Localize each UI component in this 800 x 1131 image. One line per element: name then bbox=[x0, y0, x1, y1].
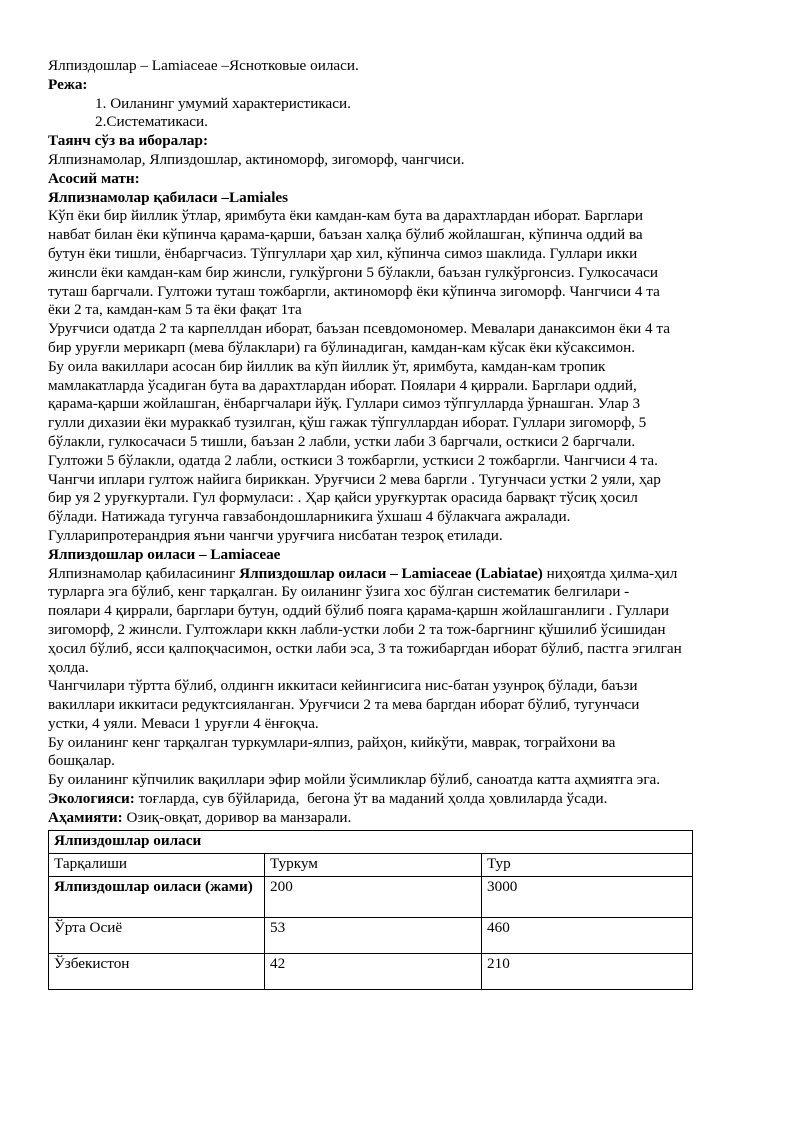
family-paragraph-3 bbox=[48, 734, 748, 772]
text-line: зигоморф, 2 жинсли. Гултожлари кккн лабли-устки лоби 2 та тож-баргнинг қўшилиб ўсишидан bbox=[48, 620, 666, 638]
document-title: Ялпиздошлар – Lamiaceae –Яснотковые оиласи. bbox=[48, 57, 359, 74]
table-cell-species: 3000 bbox=[482, 876, 693, 917]
keywords-label: Таянч сўз ва иборалар: bbox=[48, 132, 209, 150]
text-line: Бу оиланинг кенг тарқалган туркумлари-ялпиз, райҳон, кийкўти, маврак, тограйхони ва bbox=[48, 733, 616, 751]
table-cell-genera: 42 bbox=[265, 953, 482, 989]
table-cell-region: Ялпиздошлар оиласи (жами) bbox=[49, 876, 265, 917]
table-cell-region: Ўзбекистон bbox=[49, 953, 265, 989]
text-line: Чангчи иплари гултож найига бириккан. Уруғчиси 2 мева баргли . Тугунчаси устки 2 уяли, ҳар bbox=[48, 470, 661, 488]
table-cell-genera: 200 bbox=[265, 876, 482, 917]
importance-text: Озиқ-овқат, доривор ва манзарали. bbox=[122, 808, 352, 826]
plan-label: Режа: bbox=[48, 75, 88, 93]
text-line: поялари 4 қиррали, барглари бутун, оддий бўлиб пояга қарама-қаршн жойлашганлиги . Гуллари bbox=[48, 602, 670, 620]
ecology-line bbox=[48, 790, 748, 809]
importance-label: Аҳамияти: bbox=[48, 808, 123, 826]
family-intro-first-line bbox=[48, 565, 748, 584]
text-line: жинсли ёки камдан-кам бир жинсли, гулкўргони 5 бўлакли, баъзан гулкўргонсиз. Гулкосачаси bbox=[48, 263, 658, 281]
text-line: Бу оила вакиллари асосан бир йиллик ва кўп йиллик ўт, яримбута, камдан-кам тропик bbox=[48, 357, 606, 375]
text-line: бўлади. Натижада тугунча гавзабондошларникига ўхшаш 4 бўлакчага ажралади. bbox=[48, 508, 571, 526]
table-cell-region: Ўрта Осиё bbox=[49, 917, 265, 953]
ecology-label: Экологияси: bbox=[48, 790, 135, 808]
family-stats-table bbox=[48, 830, 693, 990]
table-cell-genera: 53 bbox=[265, 917, 482, 953]
text-line: мамлакатларда ўсадиган бута ва дарахтлардан иборат. Поялари 4 қиррали. Барглари оддий, bbox=[48, 376, 637, 394]
column-header-distribution: Тарқалиши bbox=[49, 853, 265, 876]
text-line: гулли дихазии ёки мураккаб тузилган, қўш гажак тўпгуллардан иборат. Гуллари зигоморф, 5 bbox=[48, 414, 647, 432]
intro-bold-name: Ялпиздошлар оиласи – Lamiaceae (Labiatae) bbox=[239, 564, 543, 582]
table-header-row bbox=[49, 853, 693, 876]
family-paragraph-4: Бу оиланинг кўпчилик вақиллари эфир мойли ўсимликлар бўлиб, саноатда катта аҳмиятга эга. bbox=[48, 771, 661, 789]
text-line: бутун ёки тишли, ёнбаргчасиз. Тўпгуллари ҳар хил, кўпинча симоз шаклида. Гуллари икки bbox=[48, 244, 638, 262]
text-line: туташ баргчали. Гултожи туташ тожбаргли, актиноморф ёки кўпинча зигоморф. Чангчиси 4 та bbox=[48, 282, 660, 300]
keywords-text: Ялпизнамолар, Ялпиздошлар, актиноморф, зигоморф, чангчиси. bbox=[48, 150, 465, 168]
text-line: Уруғчиси одатда 2 та карпеллдан иборат, баъзан псевдомономер. Мевалари данаксимон ёки 4 та bbox=[48, 320, 670, 338]
family-intro-paragraph bbox=[48, 565, 748, 678]
intro-suffix: ниҳоятда ҳилма-ҳил bbox=[542, 564, 678, 582]
text-line: бошқалар. bbox=[48, 752, 115, 770]
text-line: Гултожи 5 бўлакли, одатда 2 лабли, осткиси 3 тожбаргли, усткиси 2 тожбаргли. Чангчиси 4 та. bbox=[48, 451, 658, 469]
table-title: Ялпиздошлар оиласи bbox=[49, 830, 693, 853]
main-text-label: Асосий матн: bbox=[48, 169, 140, 187]
table-title-row bbox=[49, 830, 693, 853]
plan-item-1: 1. Оиланинг умумий характеристикаси. bbox=[95, 94, 351, 112]
column-header-species: Тур bbox=[482, 853, 693, 876]
text-line: бир уя 2 уруғкуртали. Гул формуласи: . Ҳар қайси уруғкуртак орасида барвақт тўсиқ ҳосил bbox=[48, 489, 638, 507]
table-row bbox=[49, 953, 693, 989]
family-paragraph-2 bbox=[48, 677, 748, 733]
intro-prefix: Ялпизнамолар қабиласининг bbox=[48, 564, 240, 582]
text-line: устки, 4 уяли. Меваси 1 уруғли 4 ёнғоқча. bbox=[48, 714, 319, 732]
text-line: қарама-қарши жойлашган, ёнбаргчалари йўқ. Гуллари симоз тўпгулларда ўрнашган. Улар 3 bbox=[48, 395, 641, 413]
text-line: навбат билан ёки кўпинча қарама-қарши, баъзан халқа бўлиб жойлашган, кўпинча оддий ва bbox=[48, 226, 643, 244]
plan-item-2: 2.Систематикаси. bbox=[95, 113, 208, 131]
column-header-genera: Туркум bbox=[265, 853, 482, 876]
text-line: ёки 2 та, камдан-кам 5 та ёки фақат 1та bbox=[48, 301, 302, 319]
order-heading: Ялпизнамолар қабиласи –Lamiales bbox=[48, 188, 289, 206]
text-line: Гулларипротерандрия яъни чангчи уруғчига нисбатан тезроқ етилади. bbox=[48, 526, 503, 544]
table-row bbox=[49, 876, 693, 917]
order-paragraph-1 bbox=[48, 207, 748, 320]
table-row bbox=[49, 917, 693, 953]
family-heading: Ялпиздошлар оиласи – Lamiaceae bbox=[48, 545, 281, 563]
text-line: турларга эга бўлиб, кенг тарқалган. Бу оиланинг ўзига хос бўлган систематик белгилари - bbox=[48, 583, 630, 601]
table-cell-species: 460 bbox=[482, 917, 693, 953]
text-line: ҳолда. bbox=[48, 658, 89, 676]
text-line: вакиллари иккитаси редуктсияланган. Уруғчиси 2 та мева баргдан иборат бўлиб, тугунчаси bbox=[48, 696, 640, 714]
text-line: бўлакли, гулкосачаси 5 тишли, баъзан 2 лабли, устки лаби 3 баргчали, осткиси 2 баргчали. bbox=[48, 432, 636, 450]
order-paragraph-3 bbox=[48, 358, 748, 546]
text-line: Чангчилари тўртта бўлиб, олдингн иккитаси кейингисига нис-батан узунроқ бўлади, баъзи bbox=[48, 677, 638, 695]
text-line: Кўп ёки бир йиллик ўтлар, яримбута ёки камдан-кам бута ва дарахтлардан иборат. Барглари bbox=[48, 207, 643, 225]
importance-line bbox=[48, 809, 748, 828]
table-cell-species: 210 bbox=[482, 953, 693, 989]
document-page bbox=[48, 57, 748, 990]
order-paragraph-2 bbox=[48, 320, 748, 358]
ecology-text: тоғларда, сув бўйларида, бегона ўт ва маданий ҳолда ҳовлиларда ўсади. bbox=[134, 790, 608, 808]
text-line: ҳосил бўлиб, ясси қалпоқчасимон, остки лаби эса, 3 та тожибаргдан иборат бўлиб, пастга эгилган bbox=[48, 639, 682, 657]
text-line: бир уруғли мерикарп (мева бўлаклари) га бўлинадиган, камдан-кам кўсак ёки кўсаксимон. bbox=[48, 338, 636, 356]
